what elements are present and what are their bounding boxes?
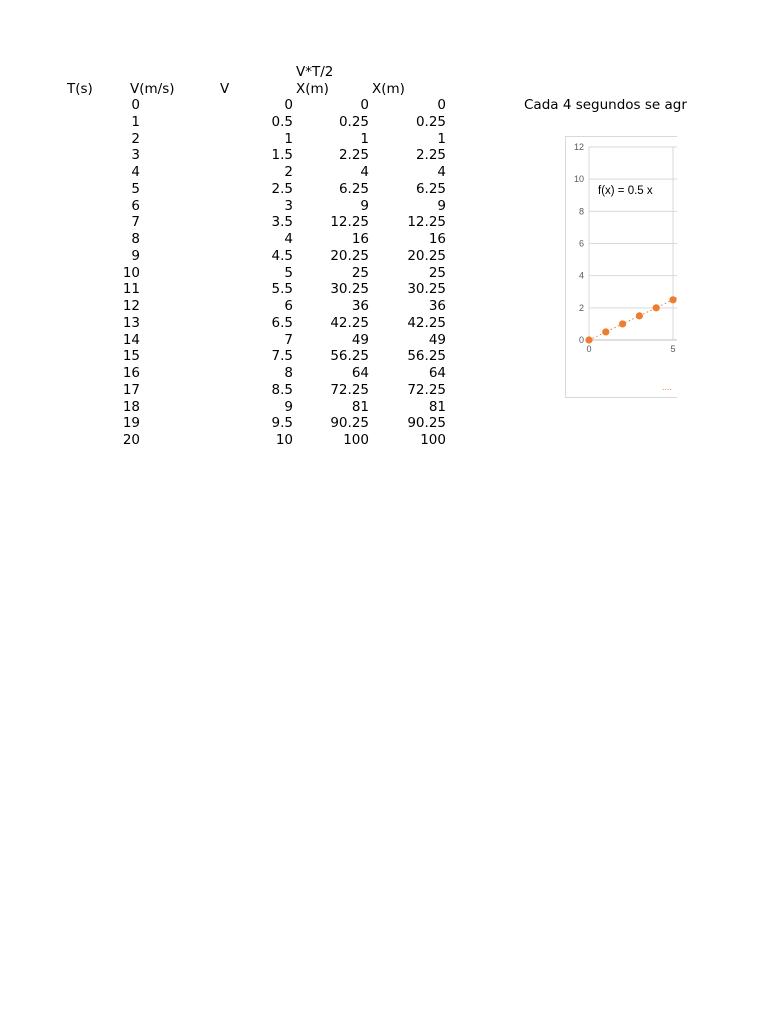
table-cell: 17 — [122, 381, 140, 398]
table-cell: 90.25 — [330, 415, 369, 432]
x-tick-label: 5 — [670, 344, 676, 354]
y-tick-label: 6 — [578, 238, 584, 249]
table-cell: 4.5 — [271, 247, 293, 264]
table-cell: 1 — [284, 130, 293, 147]
note-text: Cada 4 segundos se agr — [524, 97, 687, 113]
table-cell: 25 — [351, 264, 369, 281]
table-cell: 1 — [437, 130, 446, 147]
table-cell: 9 — [131, 247, 140, 264]
table-cell: 42.25 — [407, 314, 446, 331]
table-cell: 25 — [428, 264, 446, 281]
table-cell: 18 — [122, 398, 140, 415]
table-cell: 19 — [122, 415, 140, 432]
y-tick-label: 10 — [573, 174, 584, 185]
table-cell: 6.25 — [415, 180, 446, 197]
table-cell: 12 — [122, 298, 140, 314]
table-cell: 4 — [437, 164, 446, 180]
table-cell: 7 — [131, 214, 140, 231]
chart-container — [565, 136, 677, 399]
x-tick-label: 0 — [586, 344, 592, 354]
table-cell: 10 — [122, 264, 140, 281]
table-cell: 100 — [420, 432, 446, 448]
table-cell: 8.5 — [271, 381, 293, 398]
table-cell: 64 — [351, 365, 369, 381]
table-cell: 2.25 — [338, 147, 369, 164]
table-cell: 30.25 — [407, 281, 446, 298]
table-cell: 90.25 — [407, 415, 446, 432]
table-cell: 3.5 — [271, 214, 293, 231]
y-tick-label: 0 — [578, 335, 584, 345]
table-cell: 30.25 — [330, 281, 369, 298]
y-tick-label: 12 — [573, 142, 584, 152]
table-cell: 6 — [131, 197, 140, 214]
table-cell: 0.5 — [271, 113, 293, 130]
table-cell: 72.25 — [407, 381, 446, 398]
table-cell: 16 — [351, 231, 369, 247]
table-cell: 3 — [284, 197, 293, 214]
table-cell: 9 — [284, 398, 293, 415]
table-cell: 56.25 — [407, 348, 446, 365]
trendline — [589, 284, 677, 340]
table-cell: 14 — [122, 331, 140, 348]
table-cell: 1.5 — [271, 147, 293, 164]
table-cell: 8 — [284, 365, 293, 381]
data-point — [585, 336, 592, 343]
table-cell: 1 — [131, 113, 140, 130]
table-cell: 0 — [131, 97, 140, 113]
table-cell: 2 — [284, 164, 293, 180]
table-cell: 20 — [122, 432, 140, 448]
distance-column-2 — [386, 97, 446, 449]
table-cell: 6 — [284, 298, 293, 314]
distance-column-1 — [310, 97, 369, 449]
trendline-label: f(x) = 0.5 x — [598, 185, 653, 197]
data-point — [669, 296, 676, 303]
y-tick-label: 4 — [578, 270, 584, 281]
table-cell: 6.25 — [338, 180, 369, 197]
table-cell: 0 — [437, 97, 446, 113]
table-cell: 1 — [360, 130, 369, 147]
table-cell: 8 — [131, 231, 140, 247]
table-cell: 0 — [360, 97, 369, 113]
table-cell: 81 — [428, 398, 446, 415]
table-cell: 36 — [428, 298, 446, 314]
data-point — [653, 304, 660, 311]
table-cell: 5.5 — [271, 281, 293, 298]
table-cell: 4 — [360, 164, 369, 180]
table-cell: 36 — [351, 298, 369, 314]
table-cell: 6.5 — [271, 314, 293, 331]
v-header: V — [220, 81, 230, 97]
data-point — [619, 320, 626, 327]
table-cell: 4 — [131, 164, 140, 180]
table-cell: 7.5 — [271, 348, 293, 365]
table-cell: 20.25 — [330, 247, 369, 264]
table-cell: 5 — [131, 180, 140, 197]
table-cell: 49 — [428, 331, 446, 348]
table-cell: 2.5 — [271, 180, 293, 197]
table-cell: 16 — [428, 231, 446, 247]
formula-header: V*T/2 — [296, 64, 334, 80]
table-cell: 7 — [284, 331, 293, 348]
velocity-column — [240, 97, 293, 449]
table-cell: 12.25 — [330, 214, 369, 231]
data-point — [636, 312, 643, 319]
table-cell: 56.25 — [330, 348, 369, 365]
table-cell: 100 — [343, 432, 369, 448]
table-cell: 9 — [360, 197, 369, 214]
table-cell: 49 — [351, 331, 369, 348]
table-cell: 0.25 — [415, 113, 446, 130]
velocity-ms-header: V(m/s) — [130, 81, 175, 97]
table-cell: 2 — [131, 130, 140, 147]
distance-header-1: X(m) — [296, 81, 329, 97]
table-cell: 13 — [122, 314, 140, 331]
table-cell: 4 — [284, 231, 293, 247]
y-tick-label: 2 — [578, 302, 584, 313]
legend-marker: .... — [662, 382, 673, 392]
table-cell: 15 — [122, 348, 140, 365]
y-tick-label: 8 — [578, 206, 584, 217]
table-cell: 3 — [131, 147, 140, 164]
time-column — [90, 97, 140, 449]
table-cell: 64 — [428, 365, 446, 381]
table-cell: 9.5 — [271, 415, 293, 432]
data-point — [602, 328, 609, 335]
table-cell: 11 — [122, 281, 140, 298]
table-cell: 0.25 — [338, 113, 369, 130]
distance-header-2: X(m) — [372, 81, 405, 97]
table-cell: 16 — [122, 365, 140, 381]
table-cell: 10 — [275, 432, 293, 448]
table-cell: 5 — [284, 264, 293, 281]
table-cell: 72.25 — [330, 381, 369, 398]
table-cell: 20.25 — [407, 247, 446, 264]
t-header: T(s) — [67, 81, 93, 97]
table-cell: 12.25 — [407, 214, 446, 231]
table-cell: 42.25 — [330, 314, 369, 331]
table-cell: 2.25 — [415, 147, 446, 164]
table-cell: 0 — [284, 97, 293, 113]
scatter-chart — [565, 136, 677, 399]
table-cell: 9 — [437, 197, 446, 214]
table-cell: 81 — [351, 398, 369, 415]
